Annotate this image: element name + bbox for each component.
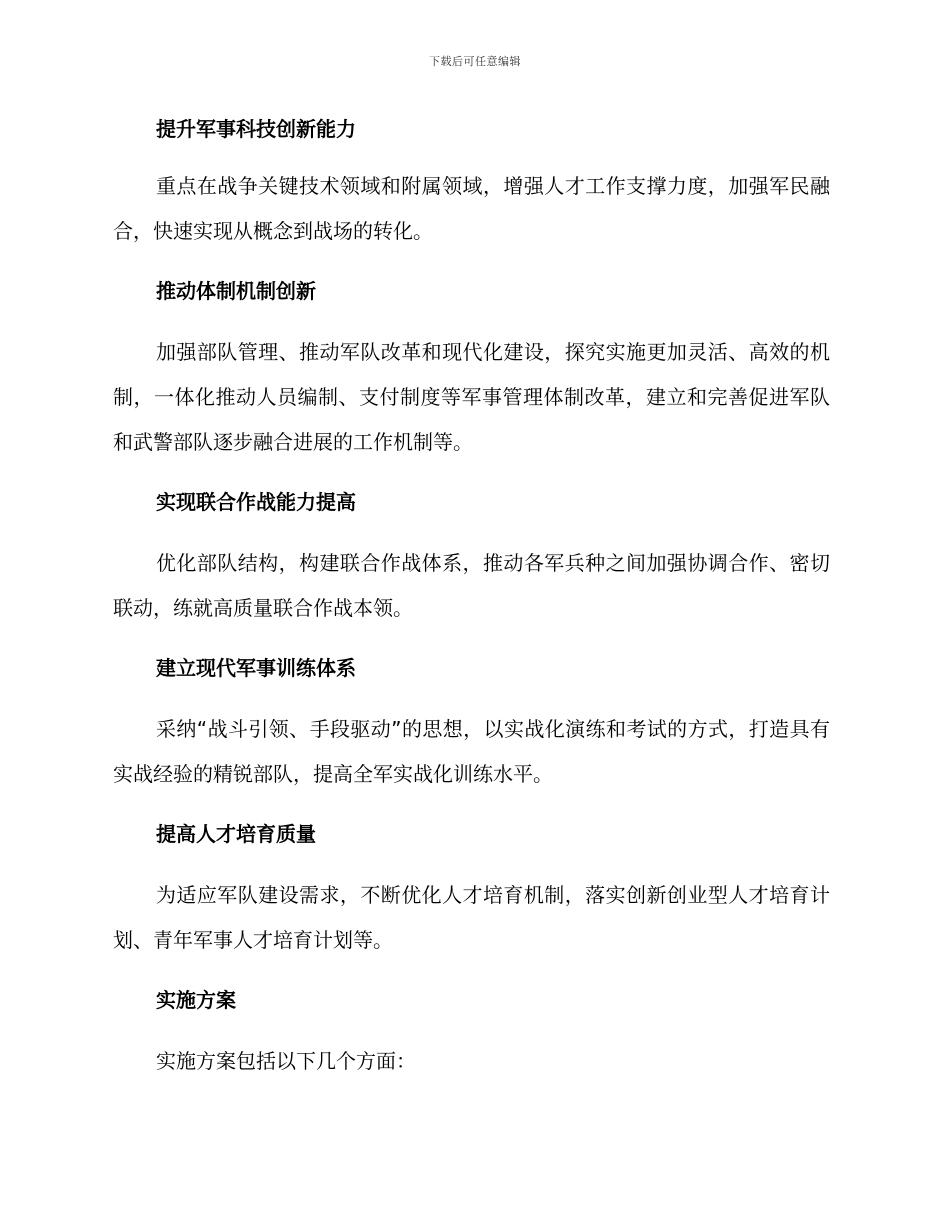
section-institutional-innovation (113, 274, 830, 465)
section-body: 实施方案包括以下几个方面： (156, 1049, 416, 1073)
section-implementation-plan (113, 983, 830, 1084)
section-body: 加强部队管理、推动军队改革和现代化建设，探究实施更加灵活、高效的机制，一体化推动人员编制、支付制度等军事管理体制改革，建立和完善促进军队和武警部队逐步融合进展的工作机制等。 (113, 340, 830, 454)
section-joint-operations (113, 485, 830, 631)
section-military-training (113, 651, 830, 797)
section-heading: 推动体制机制创新 (156, 279, 316, 303)
section-heading: 实现联合作战能力提高 (156, 490, 356, 514)
section-heading: 提升军事科技创新能力 (156, 117, 356, 141)
section-heading: 实施方案 (156, 988, 236, 1012)
header-note: 下载后可任意编辑 (429, 55, 521, 68)
section-body: 为适应军队建设需求，不断优化人才培育机制，落实创新创业型人才培育计划、青年军事人才培育计划等。 (113, 883, 830, 952)
section-heading: 建立现代军事训练体系 (156, 656, 356, 680)
section-body: 采纳“战斗引领、手段驱动”的思想，以实战化演练和考试的方式，打造具有实战经验的精锐部队，提高全军实战化训练水平。 (113, 717, 830, 786)
section-body: 重点在战争关键技术领域和附属领域，增强人才工作支撑力度，加强军民融合，快速实现从概念到战场的转化。 (113, 174, 830, 243)
section-military-tech-innovation (113, 112, 830, 254)
document-content (113, 112, 830, 1104)
section-talent-cultivation (113, 817, 830, 963)
section-body: 优化部队结构，构建联合作战体系，推动各军兵种之间加强协调合作、密切联动，练就高质量联合作战本领。 (113, 551, 830, 620)
section-heading: 提高人才培育质量 (156, 822, 316, 846)
